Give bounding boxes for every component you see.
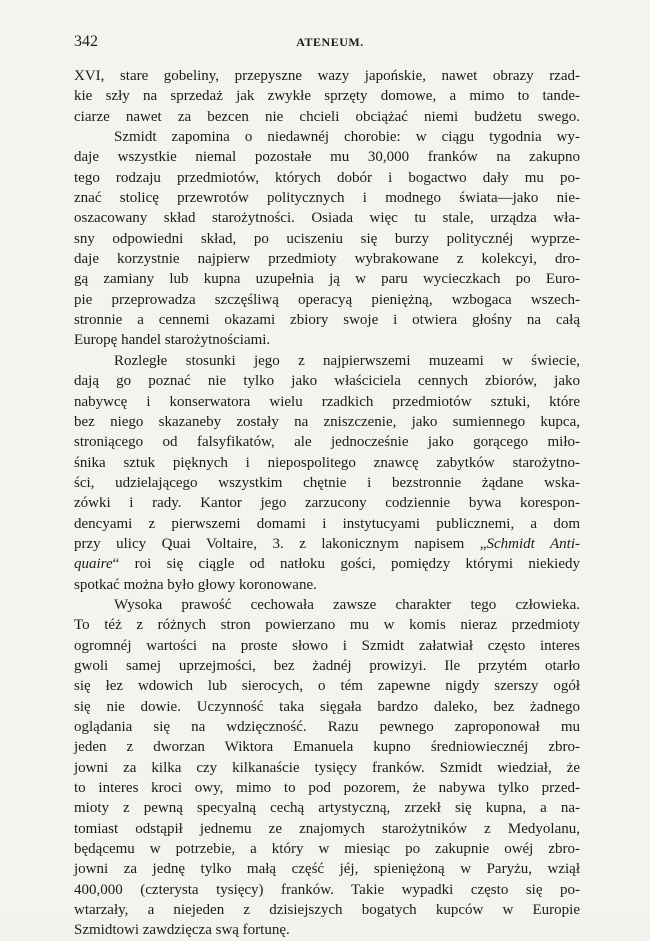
text-line: tomiast odstąpił jednemu ze znajomych starożytników z Medyolanu,: [74, 820, 580, 837]
text-line: oglądania się na wdzięczność. Razu pewnego zaproponował mu: [74, 719, 580, 735]
text-line: jowni za kilka czy kilkanaście tysięcy franków. Szmidt wiedział, że: [74, 759, 580, 776]
text-line: pie przeprowadza szczęśliwą operacyą pieniężną, wzbogaca wszech-: [74, 291, 580, 308]
italic-sign-text: Schmidt Anti-: [486, 535, 581, 552]
text-line: sny odpowiedni skład, po uciszeniu się burzy politycznéj wyprze-: [74, 230, 580, 247]
italic-sign-text: quaire: [74, 556, 113, 573]
text-line: spotkać można było głowy koronowane.: [74, 576, 317, 593]
text-line: stronnie a cennemi okazami zbiory swoje i otwiera głośny na całą: [74, 312, 580, 329]
text-line: XVI, stare gobeliny, przepyszne wazy japońskie, nawet obrazy rzad-: [74, 68, 580, 84]
text-line: stroniącego od falsyfikatów, ale jednocześnie jako gorącego miło-: [74, 434, 580, 451]
text-line: ogromnéj wartości na proste słowo i Szmidt załatwiał często interes: [74, 637, 580, 654]
text-line: dają go poznać nie tylko jako właściciela cennych zbiorów, jako: [74, 373, 580, 390]
text-line: 400,000 (czterysta tysięcy) franków. Takie wypadki często się po-: [74, 881, 580, 898]
text-line: znać stolicę przewrotów politycznych i modnego świata—jako nie-: [74, 190, 580, 207]
text-line: bez niego skazaneby zostały na zniszczenie, jako sumiennego kupca,: [74, 413, 580, 430]
text-line: quaire“ roi się ciągle od natłoku gości, pomiędzy którymi niekiedy: [74, 556, 580, 573]
text-line: tego rodzaju przedmiotów, których dobór i bogactwo dały mu po-: [74, 169, 580, 186]
text-line: Rozległe stosunki jego z najpierwszemi muzeami w świecie,: [114, 352, 580, 369]
text-line: oszacowany skład starożytności. Osiada więc tu stale, urządza wła-: [74, 210, 580, 227]
text-line: ści, udzielającego wszystkim chętnie i bezstronnie żądane wska-: [74, 474, 580, 491]
running-title: ATENEUM.: [296, 35, 364, 49]
text-line: będącemu w potrzebie, a który w miesiąc po zakupnie owéj zbro-: [74, 841, 580, 858]
page-number: 342: [74, 33, 98, 50]
text-line: daje korzystnie najpierw przedmioty wybrakowane z kolekcyi, dro-: [74, 251, 580, 268]
text-line: jeden z dworzan Wiktora Emanuela kupno średniowiecznéj zbro-: [74, 739, 580, 756]
text-line: zówki i rady. Kantor jego zarzucony codziennie bywa korespon-: [74, 495, 580, 512]
text-line: Szmidt zapomina o niedawnéj chorobie: w ciągu tygodnia wy-: [114, 129, 580, 146]
text-line: Europę handel starożytnościami.: [74, 332, 271, 349]
page-header: [74, 33, 586, 57]
text-line: wtarzały, a niejeden z dzisiejszych bogatych kupców w Europie: [74, 902, 580, 919]
text-line: dencyami z pierwszemi domami i instytucyami publicznemi, a dom: [74, 515, 580, 532]
text-line: nabywcę i konserwatora wielu rzadkich przedmiotów sztuki, które: [74, 393, 580, 410]
text-line: gwoli samej uprzejmości, bez żadnéj prowizyi. Ile przytém otarło: [74, 657, 580, 674]
text-line: kie szły na sprzedaż jak zwykłe sprzęty domowe, a mimo to tande-: [74, 88, 580, 105]
text-line: gą zamiany lub kupna uzupełnia ją w paru wycieczkach po Euro-: [74, 271, 580, 288]
text-line: jowni za jednę tylko małą część jéj, spieniężoną w Paryżu, wziął: [74, 861, 580, 878]
text-line: się nie dowie. Uczynność taka sięgała bardzo daleko, bez żadnego: [74, 698, 580, 715]
text-line: się łez wdowich lub sierocych, o tém zapewne nigdy szerszy ogół: [74, 678, 580, 695]
text-line: Wysoka prawość cechowała zawsze charakter tego człowieka.: [114, 596, 580, 613]
text-line: ciarze nawet za bezcen nie chcieli obciążać niemi budżetu swego.: [74, 108, 580, 125]
text-line: śnika sztuk pięknych i niepospolitego znawcę zabytków starożytno-: [74, 454, 580, 471]
text-line: to interes kroci owy, mimo to pod pozorem, że nabywa tylko przed-: [74, 780, 580, 797]
body-text: [74, 66, 580, 941]
text-line: Szmidtowi zawdzięcza swą fortunę.: [74, 922, 290, 939]
text-line: To téż z różnych stron powierzano mu w komis nieraz przedmioty: [74, 617, 580, 634]
text-line: przy ulicy Quai Voltaire, 3. z lakonicznym napisem „Schmidt Anti-: [74, 535, 581, 552]
text-line: mioty z pewną specyalną cechą artystyczną, zrzekł się kupna, a na-: [74, 800, 580, 817]
text-line: daje wszystkie niemal pozostałe mu 30,000 franków na zakupno: [74, 149, 580, 166]
